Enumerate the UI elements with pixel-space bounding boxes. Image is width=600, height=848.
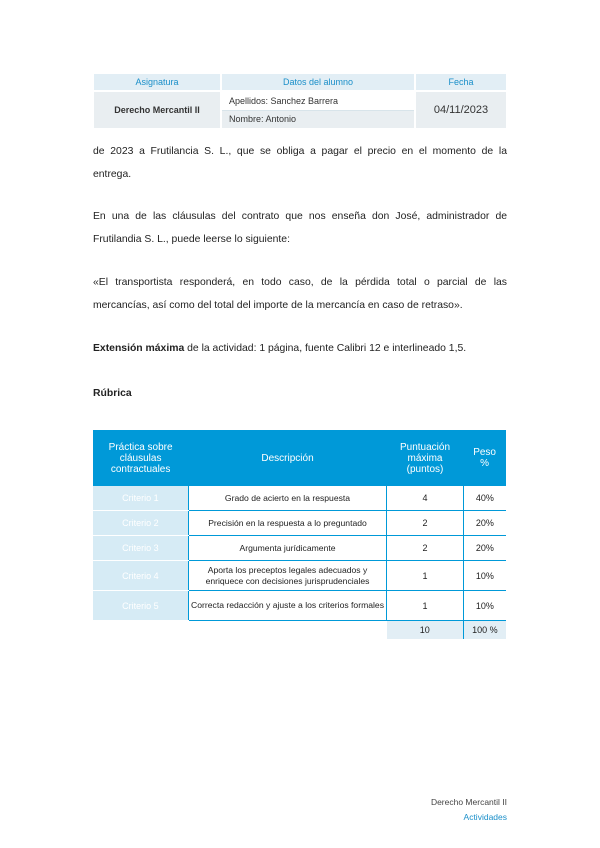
criterion-description: Grado de acierto en la respuesta	[188, 486, 387, 511]
table-row	[93, 536, 506, 561]
extension-text: de la actividad: 1 página, fuente Calibri 12 e interlineado 1,5.	[184, 343, 467, 354]
footer-section: Actividades	[463, 812, 507, 822]
paragraph-quote-line2: mercancías, así como del total del importe de la mercancía en caso de retraso».	[93, 300, 463, 311]
paragraph-quote	[93, 271, 507, 317]
rubric-header-weight: Peso %	[463, 430, 506, 486]
paragraph-intro-line2: entrega.	[93, 169, 132, 180]
criterion-weight: 20%	[463, 536, 506, 561]
criterion-points: 4	[387, 486, 463, 511]
criterion-weight: 10%	[463, 591, 506, 621]
header-table	[94, 74, 506, 128]
paragraph-clause-intro-line1: En una de las cláusulas del contrato que nos enseña don José, administrador de	[93, 211, 507, 222]
table-row	[93, 486, 506, 511]
rubric-title: Rúbrica	[93, 388, 132, 399]
rubric-header-practice: Práctica sobre cláusulas contractuales	[93, 430, 188, 486]
paragraph-intro-line1: de 2023 a Frutilancia S. L., que se obliga a pagar el precio en el momento de la	[93, 146, 507, 157]
criterion-label: Criterio 3	[93, 536, 188, 561]
criterion-label: Criterio 5	[93, 591, 188, 621]
paragraph-quote-line1: «El transportista responderá, en todo caso, de la pérdida total o parcial de las	[93, 277, 507, 288]
paragraph-clause-intro	[93, 205, 507, 251]
student-surname: Apellidos: Sanchez Barrera	[221, 91, 415, 110]
criterion-description: Aporta los preceptos legales adecuados y enriquece con decisiones jurisprudenciales	[188, 561, 387, 591]
criterion-points: 2	[387, 511, 463, 536]
rubric-table	[93, 430, 506, 639]
rubric-header-description: Descripción	[188, 430, 387, 486]
criterion-weight: 40%	[463, 486, 506, 511]
header-student-label: Datos del alumno	[221, 74, 415, 91]
criterion-points: 1	[387, 591, 463, 621]
criterion-description: Correcta redacción y ajuste a los criterios formales	[188, 591, 387, 621]
student-name: Nombre: Antonio	[221, 110, 415, 128]
criterion-description: Precisión en la respuesta a lo preguntado	[188, 511, 387, 536]
total-row	[93, 621, 506, 640]
criterion-weight: 10%	[463, 561, 506, 591]
date-value: 04/11/2023	[415, 91, 506, 128]
criterion-label: Criterio 4	[93, 561, 188, 591]
criterion-label: Criterio 2	[93, 511, 188, 536]
criterion-weight: 20%	[463, 511, 506, 536]
paragraph-extension	[93, 337, 507, 360]
total-weight: 100 %	[463, 621, 506, 640]
criterion-points: 2	[387, 536, 463, 561]
total-points: 10	[387, 621, 463, 640]
table-row	[93, 561, 506, 591]
footer-course: Derecho Mercantil II	[430, 797, 507, 807]
extension-label: Extensión máxima	[93, 343, 185, 354]
header-subject-label: Asignatura	[94, 74, 221, 91]
table-row	[93, 591, 506, 621]
rubric-header-score: Puntuación máxima (puntos)	[387, 430, 463, 486]
criterion-points: 1	[387, 561, 463, 591]
paragraph-clause-intro-line2: Frutilandia S. L., puede leerse lo siguiente:	[93, 234, 290, 245]
criterion-description: Argumenta jurídicamente	[188, 536, 387, 561]
header-date-label: Fecha	[415, 74, 506, 91]
subject-value: Derecho Mercantil II	[94, 91, 221, 128]
table-row	[93, 511, 506, 536]
paragraph-intro	[93, 140, 507, 186]
criterion-label: Criterio 1	[93, 486, 188, 511]
